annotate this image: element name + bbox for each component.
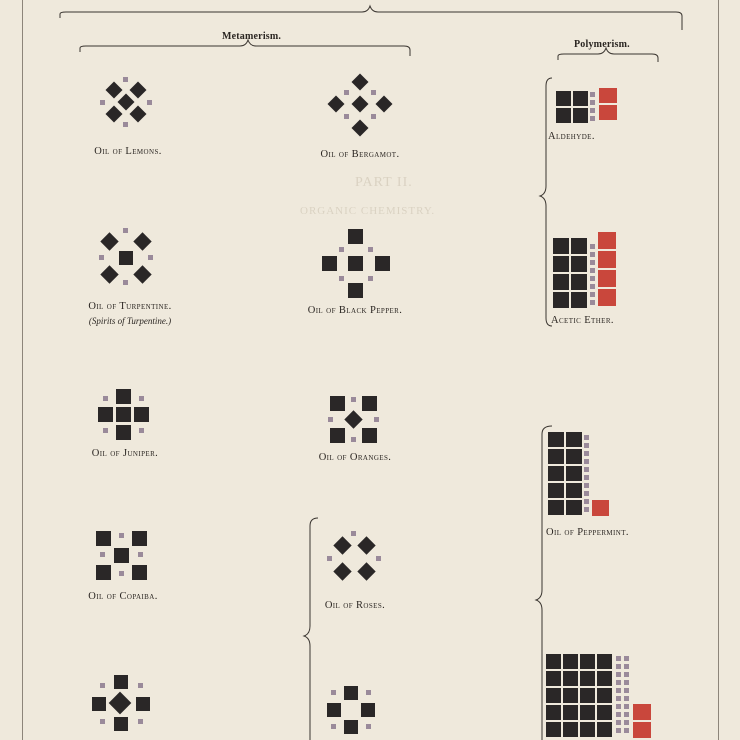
oil-of-bergamot-caption: Oil of Bergamot. — [320, 149, 400, 160]
oil-of-turpentine-caption: Oil of Turpentine. — [88, 301, 172, 312]
polymerism-heading: Polymerism. — [574, 39, 630, 50]
oil-of-bergamot-glyph — [322, 72, 398, 148]
oil-of-roses-caption: Oil of Roses. — [324, 600, 386, 611]
metamerism-heading: Metamerism. — [222, 31, 282, 42]
oil-of-oranges-glyph — [326, 393, 386, 449]
oil-of-juniper-glyph — [95, 388, 155, 444]
aldehyde-caption: Aldehyde. — [548, 131, 595, 142]
oil-of-copaiba-caption: Oil of Copaiba. — [88, 591, 158, 602]
oil-of-copaiba-glyph — [94, 528, 154, 584]
oil-of-peppermint-caption: Oil of Peppermint. — [546, 527, 629, 538]
oil-of-black-pepper-glyph — [320, 228, 392, 300]
bottom-left-glyph — [90, 673, 154, 737]
acetic-ether-glyph — [552, 230, 620, 312]
oil-of-roses-glyph — [324, 530, 384, 590]
aldehyde-glyph — [555, 88, 621, 128]
oil-of-peppermint-glyph — [548, 430, 612, 522]
bottom-middle-glyph — [324, 684, 380, 740]
oil-of-black-pepper-caption: Oil of Black Pepper. — [307, 305, 403, 316]
oil-of-oranges-caption: Oil of Oranges. — [318, 452, 392, 463]
show-through-text: PART II. — [355, 175, 413, 190]
oil-of-lemons-glyph — [96, 76, 156, 132]
oil-of-juniper-caption: Oil of Juniper. — [91, 448, 159, 459]
acetic-ether-caption: Acetic Ether. — [551, 315, 614, 326]
bottom-right-glyph — [546, 652, 656, 740]
spirits-of-turpentine-caption: (Spirits of Turpentine.) — [88, 316, 172, 326]
oil-of-lemons-caption: Oil of Lemons. — [94, 146, 162, 157]
show-through-text: ORGANIC CHEMISTRY. — [300, 205, 436, 217]
oil-of-turpentine-glyph — [96, 228, 156, 288]
